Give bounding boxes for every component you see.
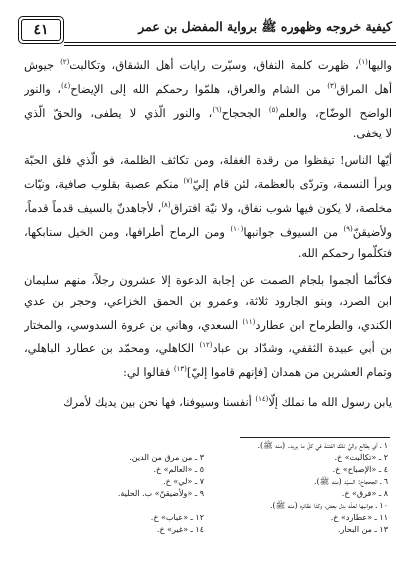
footnote: ٧ ـ «لي» خ. — [163, 477, 204, 486]
footnote: ١٤ ـ «غير» خ. — [156, 525, 204, 534]
text-line: يابن رسول الله ما نملك إلّا$^{(١٤)}$ أنفسنا وسيوفنا، فها نحن بين يديك لأمرك — [63, 394, 392, 409]
footnote: ٦ ـ الجحجاح: السيّد (منه ﷺ). — [313, 477, 388, 486]
text-line: الواضح الوضّاح، والعلم$^{(٥)}$ الجحجاح$^{(٦)}$، والنور الّذي لا يطفى، والحقّ الّذي — [24, 105, 392, 120]
footnote-separator — [240, 437, 390, 438]
text-line: بن أبي عبيدة الثقفي، وشدّاد بن عباد$^{(١٢)}$ الكاهلي، ومحمّد بن عطارد الباهلي، — [24, 341, 392, 356]
text-line: وبرأ النسمة، وتردّى بالعظمة، لئن قام إليّ$^{(٧)}$ منكم عصبة بقلوب صافية، ونيّات — [24, 177, 392, 192]
paragraph — [24, 150, 392, 263]
footnote-row — [20, 488, 388, 500]
text-line: وتمام العشرين من همدان [فإنهم قاموا إليّ]$^{(١٣)}$ فقالوا لي: — [123, 365, 392, 379]
body-text — [24, 52, 392, 419]
text-line: مخلصة، لا يكون فيها شوب نفاق، ولا نيّة افتراق$^{(٨)}$، لأجاهدنّ بالسيف قدماً قدماً، — [24, 201, 392, 215]
footnote: ٩ ـ «ولأضيقنّ» ب. الحلية. — [117, 489, 204, 498]
text-line: أيّها الناس! تيقظوا من رقدة الغفلة، ومن تكاثف الظلمة، فو الّذي فلق الحبّة — [24, 154, 392, 168]
footnote: ١١ ـ «عطارد» خ. — [330, 513, 388, 522]
paragraph — [24, 52, 392, 144]
page-number: ٤١ — [33, 22, 49, 38]
text-line: لا يخفى. — [352, 127, 392, 141]
footnote: ١٠ ـ جوانبها لعلّه بدل بعض، وكذا نظائره (منه ﷺ). — [269, 501, 388, 510]
page-header — [18, 10, 396, 48]
text-line: واليها$^{(١)}$، ظهرت كلمة النفاق، وسيّرت رايات أهل الشقاق، وتكالبت$^{(٢)}$ جيوش — [24, 58, 392, 72]
footnote-row — [20, 476, 388, 488]
footnote: ١٣ ـ من البحار. — [337, 525, 388, 534]
footnote: ٢ ـ «تكالبت» خ. — [334, 453, 388, 462]
header-rule-thin — [64, 45, 396, 46]
page-number-box — [18, 16, 64, 44]
paragraph — [24, 270, 392, 383]
footnote: ٥ ـ «العالم» خ. — [153, 465, 204, 474]
footnote-row — [20, 452, 388, 464]
footnote: ١٢ ـ «عباب» خ. — [150, 513, 204, 522]
footnote-row — [20, 464, 388, 476]
footnote-row — [20, 512, 388, 524]
paragraph — [24, 389, 392, 413]
text-line: ابن الصرد، وبنو الجارود ثلاثة، وعمرو بن الحمق الخزاعي، وحجر بن عدي — [24, 294, 392, 308]
footnotes — [20, 440, 388, 536]
footnote: ٤ ـ «الإصباح» خ. — [332, 465, 388, 474]
text-line: فتكلّموا رحمكم الله. — [297, 246, 392, 260]
footnote: ١ ـ أي يطالع واليَّ تلك الفتنة في كلّ ما يريد. (منه ﷺ). — [257, 441, 388, 450]
footnote: ٣ ـ من مرق من الدين. — [129, 453, 204, 462]
footnote-row — [20, 524, 388, 536]
header-rule — [64, 42, 396, 43]
running-title: كيفية خروجه وظهوره ﷺ برواية المفضل بن عمر — [138, 19, 392, 34]
text-line: فكأنّما ألجموا بلجام الصمت عن إجابة الدعوة إلا عشرون رجلاً، منهم سليمان — [24, 273, 392, 287]
footnote: ٨ ـ «فرق» خ. — [341, 489, 388, 498]
text-line: الكندي، والطرماح ابن عطارد$^{(١١)}$ السعدي، وهاني بن عروة السدوسي، والمختار — [24, 317, 392, 332]
text-line: أهل المراق$^{(٣)}$ من الشام والعراق، هلمّوا رحمكم الله إلى الإيضاح$^{(٤)}$، والنور — [24, 81, 392, 96]
text-line: ولأضيقنّ$^{(٩)}$ من السيوف جوانبها$^{(١٠)}$ ومن الرماح أطرافها، ومن الخيل سنابكها، — [24, 224, 392, 239]
